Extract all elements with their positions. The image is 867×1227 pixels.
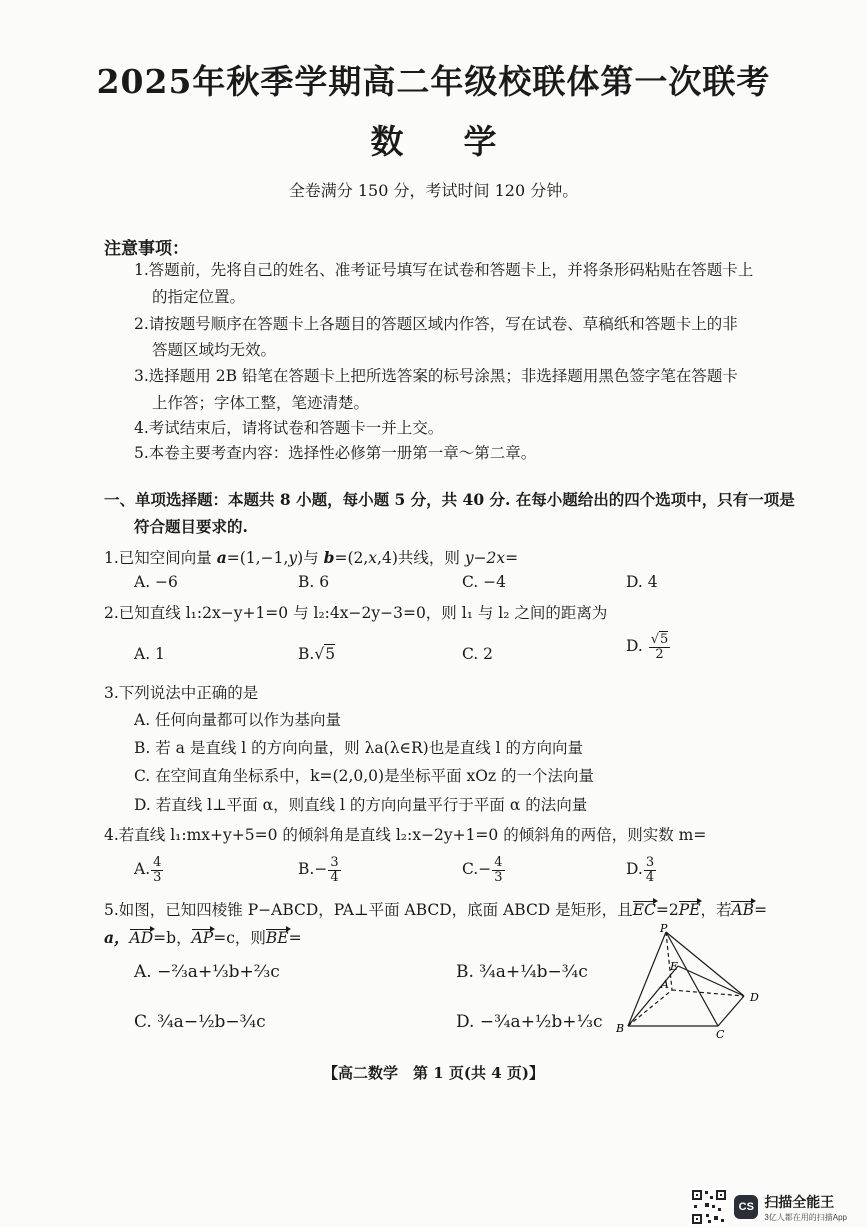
q5-option-c: C. ¾a−½b−¾c xyxy=(134,1012,266,1032)
notice-line: 2.请按题号顺序在答题卡上各题目的答题区域内作答，写在试卷、草稿纸和答题卡上的非 xyxy=(134,315,738,333)
question-4-stem: 4.若直线 l₁:mx+y+5=0 的倾斜角是直线 l₂:x−2y+1=0 的倾斜角的两倍，则实数 m= xyxy=(104,826,707,844)
notice-heading: 注意事项： xyxy=(104,239,189,259)
question-2-stem: 2.已知直线 l₁:2x−y+1=0 与 l₂:4x−2y−3=0，则 l₁ 与 l₂ 之间的距离为 xyxy=(104,604,608,622)
question-5-stem-line2: a，AD=b，AP=c，则BE= xyxy=(104,928,302,947)
pyramid-figure xyxy=(616,922,776,1040)
label-c: C xyxy=(716,1028,725,1040)
page-footer: 【高二数学 第 1 页(共 4 页)】 xyxy=(323,1064,544,1082)
q4-option-c: C.− $\frac{4}{3}$ xyxy=(462,855,503,885)
notice-line: 3.选择题用 2B 铅笔在答题卡上把所选答案的标号涂黑；非选择题用黑色签字笔在答题卡 xyxy=(134,367,738,385)
scanner-tagline: 3亿人都在用的扫描App xyxy=(764,1212,847,1222)
q1-option-d: D. 4 xyxy=(626,573,658,591)
exam-meta: 全卷满分 150 分，考试时间 120 分钟。 xyxy=(288,181,579,200)
notice-line: 答题区域均无效。 xyxy=(152,341,277,359)
section-heading-cont: 符合题目要求的. xyxy=(134,517,248,536)
label-p: P xyxy=(660,922,668,935)
notice-line: 4.考试结束后，请将试卷和答题卡一并上交。 xyxy=(134,419,444,437)
q3-option-d: D. 若直线 l⊥平面 α，则直线 l 的方向向量平行于平面 α 的法向量 xyxy=(134,796,588,814)
q2-option-c: C. 2 xyxy=(462,645,494,663)
qr-code-icon xyxy=(690,1188,728,1226)
scanner-name: 扫描全能王 xyxy=(764,1193,835,1210)
q5-option-b: B. ¾a+¼b−¾c xyxy=(456,962,588,982)
subject-title: 数学 xyxy=(370,122,557,161)
q2-option-b: B.√5 xyxy=(298,645,336,663)
notice-line: 5.本卷主要考查内容：选择性必修第一册第一章～第二章。 xyxy=(134,444,537,462)
question-3-stem: 3.下列说法中正确的是 xyxy=(104,684,259,702)
q4-option-d: D. $\frac{3}{4}$ xyxy=(626,855,655,885)
q4-option-b: B.− $\frac{3}{4}$ xyxy=(298,855,339,885)
exam-title: 2025年秋季学期高二年级校联体第一次联考 xyxy=(96,62,771,101)
q1-option-b: B. 6 xyxy=(298,573,330,591)
question-1-stem: 1.已知空间向量 a=(1,−1,y)与 b=(2,x,4)共线，则 y−2x= xyxy=(104,548,519,567)
q3-option-a: A. 任何向量都可以作为基向量 xyxy=(134,711,342,729)
q3-option-c: C. 在空间直角坐标系中，k=(2,0,0)是坐标平面 xOz 的一个法向量 xyxy=(134,767,595,785)
section-heading: 一、单项选择题：本题共 8 小题，每小题 5 分，共 40 分. 在每小题给出的四个选项中，只有一项是 xyxy=(104,490,795,509)
q5-option-d: D. −¾a+½b+⅓c xyxy=(456,1012,603,1032)
scanner-watermark xyxy=(690,1188,847,1226)
notice-line: 的指定位置。 xyxy=(152,288,246,306)
label-b: B xyxy=(616,1022,625,1035)
q1-option-a: A. −6 xyxy=(134,573,178,591)
camscanner-logo-icon: CS xyxy=(734,1195,758,1219)
q1-option-c: C. −4 xyxy=(462,573,507,591)
notice-line: 1.答题前，先将自己的姓名、准考证号填写在试卷和答题卡上，并将条形码粘贴在答题卡上 xyxy=(134,261,754,279)
question-5-stem-line1: 5.如图，已知四棱锥 P−ABCD，PA⊥平面 ABCD，底面 ABCD 是矩形，且EC=2PE，若AB= xyxy=(104,901,768,919)
notice-line: 上作答；字体工整，笔迹清楚。 xyxy=(152,394,370,412)
label-e: E xyxy=(670,960,679,973)
q2-option-d: D. $\frac{√5}{2}$ xyxy=(626,632,669,662)
q3-option-b: B. 若 a 是直线 l 的方向向量，则 λa(λ∈R)也是直线 l 的方向向量 xyxy=(134,739,584,757)
label-a: A xyxy=(661,978,669,991)
q4-option-a: A. $\frac{4}{3}$ xyxy=(134,855,162,885)
q5-option-a: A. −⅔a+⅓b+⅔c xyxy=(134,962,280,982)
q2-option-a: A. 1 xyxy=(134,645,165,663)
label-d: D xyxy=(750,991,759,1004)
